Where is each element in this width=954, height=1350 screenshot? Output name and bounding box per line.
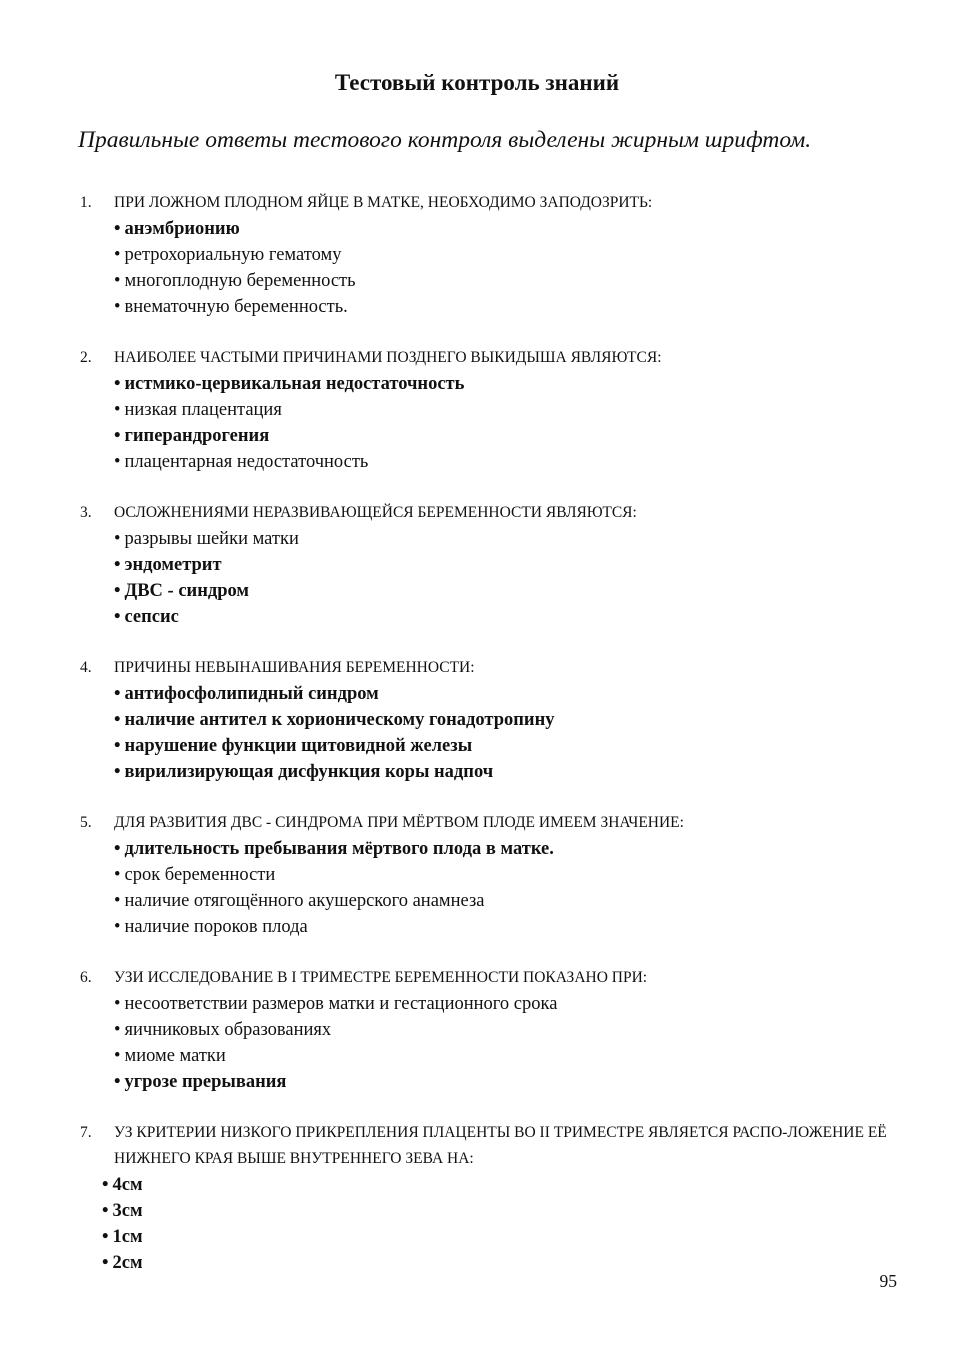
answer-option bbox=[114, 294, 900, 320]
page-subtitle: Правильные ответы тестового контроля выделены жирным шрифтом. bbox=[78, 127, 812, 153]
answer-option-correct bbox=[102, 1198, 900, 1224]
bullet-icon: • bbox=[114, 607, 121, 627]
answer-list bbox=[80, 216, 900, 320]
answer-list bbox=[80, 526, 900, 630]
answer-option-correct bbox=[114, 371, 900, 397]
answer-text: 1см bbox=[112, 1227, 143, 1247]
answer-text: несоответствии размеров матки и гестационного срока bbox=[124, 994, 558, 1014]
answer-option bbox=[114, 862, 900, 888]
question-number: 7. bbox=[80, 1124, 92, 1141]
question-text: ОСЛОЖНЕНИЯМИ НЕРАЗВИВАЮЩЕЙСЯ БЕРЕМЕННОСТИ ЯВЛЯЮТСЯ: bbox=[114, 504, 637, 521]
answer-option bbox=[114, 991, 900, 1017]
question-text: ПРИЧИНЫ НЕВЫНАШИВАНИЯ БЕРЕМЕННОСТИ: bbox=[114, 659, 475, 676]
bullet-icon: • bbox=[114, 684, 121, 704]
question-text: УЗ КРИТЕРИИ НИЗКОГО ПРИКРЕПЛЕНИЯ ПЛАЦЕНТЫ ВО II ТРИМЕСТРЕ ЯВЛЯЕТСЯ РАСПО-ЛОЖЕНИЕ ЕЁ НИЖНЕГО КРАЯ ВЫШЕ ВНУТРЕННЕГО ЗЕВА НА: bbox=[114, 1124, 887, 1167]
answer-option-correct bbox=[114, 604, 900, 630]
bullet-icon: • bbox=[102, 1253, 109, 1273]
answer-option bbox=[114, 242, 900, 268]
answer-text: внематочную беременность. bbox=[124, 297, 348, 317]
answer-option-correct bbox=[102, 1250, 900, 1276]
answer-option-correct bbox=[114, 681, 900, 707]
bullet-icon: • bbox=[114, 865, 121, 885]
bullet-icon: • bbox=[114, 891, 121, 911]
question-number: 1. bbox=[80, 194, 92, 211]
question-3 bbox=[80, 500, 900, 630]
bullet-icon: • bbox=[114, 245, 121, 265]
answer-text: анэмбрионию bbox=[124, 219, 240, 239]
answer-option-correct bbox=[102, 1172, 900, 1198]
answer-text: наличие пороков плода bbox=[124, 917, 308, 937]
bullet-icon: • bbox=[102, 1227, 109, 1247]
question-7 bbox=[80, 1120, 900, 1276]
answer-option-correct bbox=[114, 733, 900, 759]
answer-option bbox=[114, 1043, 900, 1069]
page-title: Тестовый контроль знаний bbox=[334, 70, 620, 95]
question-text: НАИБОЛЕЕ ЧАСТЫМИ ПРИЧИНАМИ ПОЗДНЕГО ВЫКИДЫША ЯВЛЯЮТСЯ: bbox=[114, 349, 662, 366]
bullet-icon: • bbox=[114, 400, 121, 420]
answer-text: яичниковых образованиях bbox=[124, 1020, 332, 1040]
bullet-icon: • bbox=[114, 839, 121, 859]
bullet-icon: • bbox=[102, 1201, 109, 1221]
question-4 bbox=[80, 655, 900, 785]
bullet-icon: • bbox=[114, 555, 121, 575]
answer-option bbox=[114, 397, 900, 423]
question-header bbox=[80, 190, 900, 216]
bullet-icon: • bbox=[102, 1175, 109, 1195]
answer-option bbox=[114, 914, 900, 940]
question-number: 2. bbox=[80, 349, 92, 366]
answer-option-correct bbox=[102, 1224, 900, 1250]
bullet-icon: • bbox=[114, 736, 121, 756]
answer-option bbox=[114, 526, 900, 552]
question-5 bbox=[80, 810, 900, 940]
answer-text: миоме матки bbox=[124, 1046, 226, 1066]
answer-option-correct bbox=[114, 552, 900, 578]
question-text: УЗИ ИССЛЕДОВАНИЕ В I ТРИМЕСТРЕ БЕРЕМЕННОСТИ ПОКАЗАНО ПРИ: bbox=[114, 969, 648, 986]
answer-text: 2см bbox=[112, 1253, 143, 1273]
answer-list bbox=[80, 991, 900, 1095]
answer-text: плацентарная недостаточность bbox=[124, 452, 369, 472]
bullet-icon: • bbox=[114, 917, 121, 937]
question-number: 5. bbox=[80, 814, 92, 831]
bullet-icon: • bbox=[114, 994, 121, 1014]
bullet-icon: • bbox=[114, 452, 121, 472]
answer-text: срок беременности bbox=[124, 865, 276, 885]
answer-text: гиперандрогения bbox=[124, 426, 270, 446]
bullet-icon: • bbox=[114, 581, 121, 601]
answer-option-correct bbox=[114, 578, 900, 604]
question-text: ПРИ ЛОЖНОМ ПЛОДНОМ ЯЙЦЕ В МАТКЕ, НЕОБХОДИМО ЗАПОДОЗРИТЬ: bbox=[114, 194, 653, 211]
answer-text: низкая плацентация bbox=[124, 400, 282, 420]
question-header bbox=[80, 345, 900, 371]
answer-text: нарушение функции щитовидной железы bbox=[124, 736, 473, 756]
answer-text: истмико-цервикальная недостаточность bbox=[124, 374, 465, 394]
answer-text: разрывы шейки матки bbox=[124, 529, 299, 549]
answer-text: наличие антител к хорионическому гонадотропину bbox=[124, 710, 555, 730]
answer-option-correct bbox=[114, 1069, 900, 1095]
answer-option-correct bbox=[114, 836, 900, 862]
answer-list bbox=[80, 371, 900, 475]
answer-option bbox=[114, 268, 900, 294]
bullet-icon: • bbox=[114, 762, 121, 782]
answer-text: вирилизирующая дисфункция коры надпоч bbox=[124, 762, 494, 782]
question-header bbox=[80, 655, 900, 681]
bullet-icon: • bbox=[114, 1072, 121, 1092]
bullet-icon: • bbox=[114, 374, 121, 394]
bullet-icon: • bbox=[114, 1046, 121, 1066]
answer-option-correct bbox=[114, 423, 900, 449]
question-header bbox=[80, 810, 900, 836]
answer-option-correct bbox=[114, 707, 900, 733]
bullet-icon: • bbox=[114, 271, 121, 291]
question-header bbox=[80, 500, 900, 526]
answer-text: ретрохориальную гематому bbox=[124, 245, 342, 265]
bullet-icon: • bbox=[114, 1020, 121, 1040]
answer-text: 3см bbox=[112, 1201, 143, 1221]
page-number: 95 bbox=[879, 1271, 897, 1291]
question-number: 6. bbox=[80, 969, 92, 986]
answer-text: эндометрит bbox=[124, 555, 222, 575]
question-text: ДЛЯ РАЗВИТИЯ ДВС - СИНДРОМА ПРИ МЁРТВОМ ПЛОДЕ ИМЕЕМ ЗНАЧЕНИЕ: bbox=[114, 814, 684, 831]
bullet-icon: • bbox=[114, 710, 121, 730]
bullet-icon: • bbox=[114, 297, 121, 317]
question-1 bbox=[80, 190, 900, 320]
question-header bbox=[80, 1120, 900, 1172]
answer-list bbox=[80, 1172, 900, 1276]
answer-text: угрозе прерывания bbox=[124, 1072, 287, 1092]
question-header bbox=[80, 965, 900, 991]
answer-list bbox=[80, 836, 900, 940]
question-6 bbox=[80, 965, 900, 1095]
answer-option bbox=[114, 888, 900, 914]
answer-text: 4см bbox=[112, 1175, 143, 1195]
bullet-icon: • bbox=[114, 529, 121, 549]
answer-option bbox=[114, 1017, 900, 1043]
answer-option-correct bbox=[114, 216, 900, 242]
question-2 bbox=[80, 345, 900, 475]
answer-list bbox=[80, 681, 900, 785]
answer-text: многоплодную беременность bbox=[124, 271, 356, 291]
question-number: 4. bbox=[80, 659, 92, 676]
answer-option-correct bbox=[114, 759, 900, 785]
answer-option bbox=[114, 449, 900, 475]
answer-text: сепсис bbox=[124, 607, 179, 627]
answer-text: ДВС - синдром bbox=[124, 581, 249, 601]
answer-text: антифосфолипидный синдром bbox=[124, 684, 379, 704]
bullet-icon: • bbox=[114, 219, 121, 239]
answer-text: длительность пребывания мёртвого плода в матке. bbox=[124, 839, 554, 859]
answer-text: наличие отягощённого акушерского анамнеза bbox=[124, 891, 485, 911]
question-number: 3. bbox=[80, 504, 92, 521]
bullet-icon: • bbox=[114, 426, 121, 446]
